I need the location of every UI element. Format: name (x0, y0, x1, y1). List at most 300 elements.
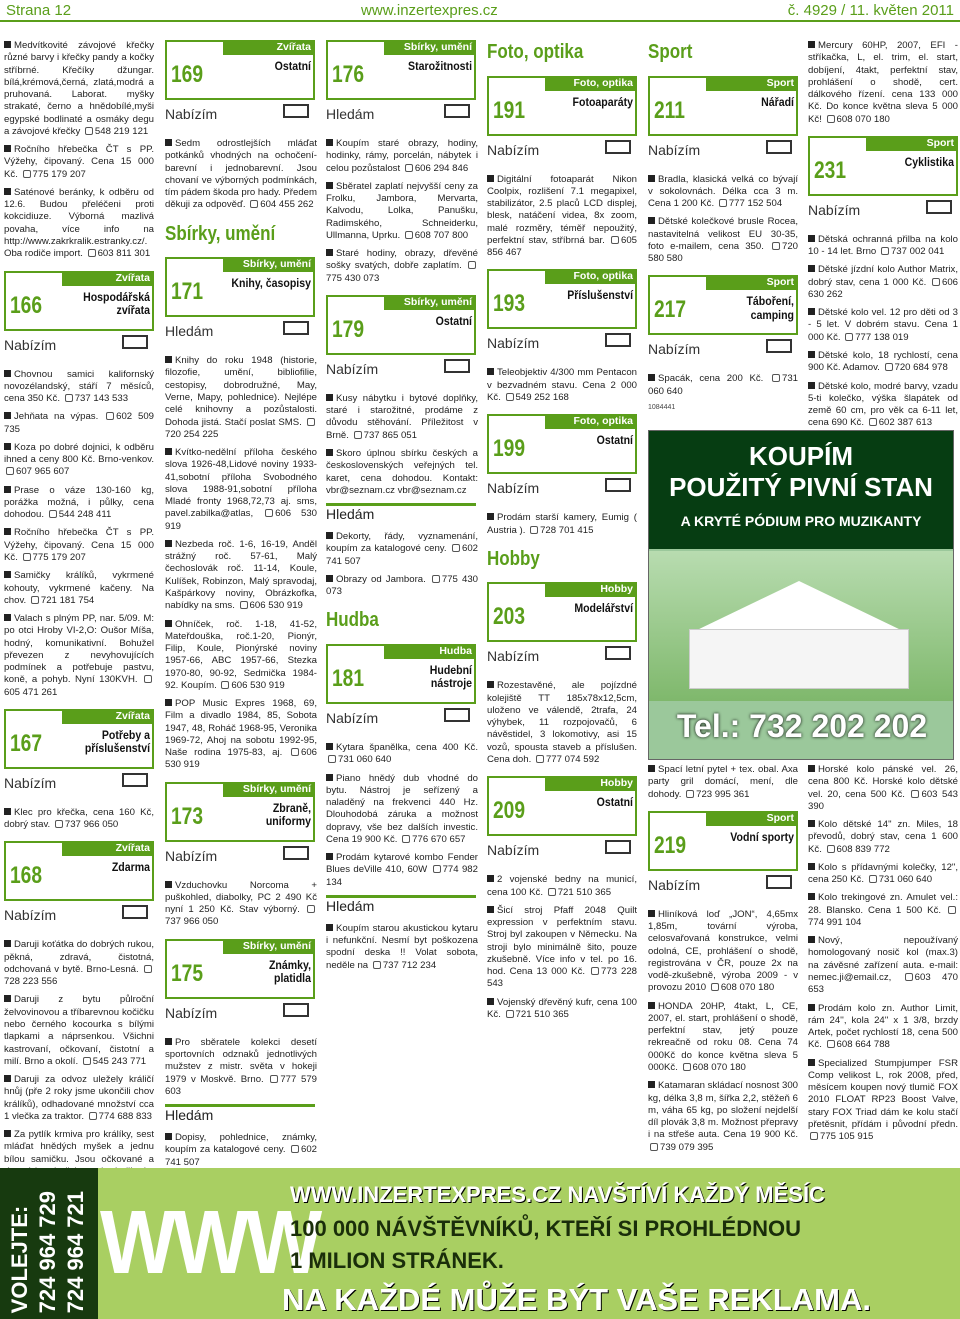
phone-icon (827, 845, 835, 853)
bullet-icon (326, 924, 333, 931)
classified-ad (165, 539, 317, 613)
column-4 (487, 40, 637, 1027)
section-number: 171 (171, 278, 204, 306)
ad-phone[interactable]: 548 219 121 (94, 125, 149, 137)
classified-ad (4, 411, 154, 436)
classified-ad (648, 909, 798, 995)
bullet-icon (326, 774, 333, 781)
ad-text: Saténové beránky, k odběru od 12.6. Budou přeléčeni proti kokcidiuze. Výborná mazlivá povaha, více info na http://www.zakrkralik.estranky.cz/. Oba rodiče import. (4, 186, 154, 260)
classified-ad (4, 570, 154, 607)
classified-ad (326, 393, 478, 442)
ad-phone[interactable]: 739 079 395 (660, 1141, 714, 1153)
bullet-icon (165, 1038, 172, 1045)
classified-ad (808, 381, 958, 430)
bullet-icon (326, 575, 333, 582)
column-6 (808, 40, 958, 430)
ad-phone[interactable]: 606 530 919 (231, 679, 285, 691)
ad-phone[interactable]: 737 002 041 (890, 246, 945, 258)
phone-icon (911, 790, 919, 798)
phone-icon (106, 412, 114, 420)
ad-text: Mercury 60HP, 2007, EFI - stříkačka, L, el. trim, el. start, dobíjení, 4takt, perfektní stav, prohlášení o shodě, cert. dálkového řízení. cena 133 000 Kč. Do konce května sleva 5 000 Kč! (808, 40, 958, 125)
classified-ad (487, 997, 637, 1022)
bullet-icon (165, 620, 172, 627)
ad-text: Ročního hřebečka ČT s PP. Výžehy, čipovaný. Cena 15 000 Kč. (4, 527, 154, 563)
ad-text: Kytara španělka, cena 400 Kč. (336, 741, 478, 753)
phone-icon (686, 790, 694, 798)
classified-ad (165, 355, 317, 441)
ad-phone[interactable]: 608 839 772 (836, 843, 890, 855)
bullet-icon (4, 370, 11, 377)
section-heading: Sport (648, 41, 693, 63)
ad-text: Kolo dětské 14" zn. Miles, 18 převodů, dobrý stav, cena 1 600 Kč. (808, 819, 958, 855)
ad-text: Daruji koťátka do dobrých rukou, pěkná, zdravá, čistotná, odchovaná v bytě. Brno-Lesná. (4, 939, 154, 975)
bullet-icon (4, 614, 11, 621)
section-title: Táboření, camping (746, 294, 794, 322)
section-action: Nabízím (648, 333, 798, 361)
ad-phone[interactable]: 777 138 019 (855, 331, 909, 343)
ad-phone[interactable]: 721 510 365 (557, 886, 612, 898)
category-label: Sbírky, umění (223, 939, 315, 954)
ad-phone[interactable]: 728 223 556 (4, 976, 58, 988)
ad-text: Spací letní pytel + tex. obal. Axa party gril domácí, mení, dle dohody. (648, 764, 798, 800)
ad-phone[interactable]: 776 670 657 (412, 833, 466, 845)
phone-icon (885, 363, 893, 371)
section-header-199 (487, 414, 637, 502)
phone-icon (85, 127, 93, 135)
ad-phone[interactable]: 777 152 504 (728, 198, 783, 210)
classified-ad (808, 40, 958, 126)
section-heading: Hobby (487, 547, 540, 570)
section-header-231 (808, 136, 958, 224)
issue-date: č. 4929 / 11. květen 2011 (787, 1, 954, 19)
arrow-icon (605, 140, 631, 154)
arrow-icon (926, 200, 952, 214)
classified-ad (4, 369, 154, 406)
ad-phone[interactable]: 720 684 978 (894, 362, 948, 374)
section-title: Příslušenství (567, 288, 633, 303)
ad-phone[interactable]: 602 741 507 (326, 543, 478, 567)
ad-phone[interactable]: 544 248 411 (58, 509, 112, 521)
column-5-lower (648, 764, 798, 1164)
bullet-icon (487, 681, 494, 688)
classified-ad (4, 613, 154, 699)
phone-icon (55, 820, 63, 828)
ad-phone[interactable]: 608 070 180 (720, 982, 775, 994)
ad-text: Ohníček, roč. 1-18, 41-52, Mateřdouška, roč.1-20, Pionýr, Filip, Koule, Pionýrské noviny 1957-66, ABC 1957-66, Stezka 1970-80, 90-92, Sedmička 1984-92. Koupím. (165, 618, 317, 691)
phone-icon (433, 865, 441, 873)
classified-ad (4, 1074, 154, 1123)
phone-icon (31, 596, 39, 604)
ad-phone[interactable]: 775 179 207 (32, 168, 86, 180)
phone-icon (536, 755, 544, 763)
site-url[interactable]: www.inzertexpres.cz (361, 1, 498, 19)
section-action: Nabízím (648, 134, 798, 162)
ad-phone[interactable]: 608 070 180 (836, 113, 890, 125)
ad-text: Klec pro křečka, cena 160 Kč, dobrý stav. (4, 806, 154, 831)
ad-text: Vojenský dřevěný kufr, cena 100 Kč. (487, 996, 637, 1020)
beer-tent-ad (648, 430, 954, 760)
ad-phone[interactable]: 603 811 301 (97, 248, 151, 260)
ad-phone[interactable]: 723 995 361 (696, 788, 750, 800)
section-title: Ostatní (435, 313, 472, 328)
bullet-icon (808, 235, 815, 242)
section-header-173 (165, 782, 315, 870)
ad-phone[interactable]: 603 470 653 (808, 971, 958, 996)
section-number: 203 (493, 603, 526, 631)
ad-text: Samičky králíků, vykrmené kohouty, vykrmené kačeny. Na chov. (4, 570, 154, 606)
section-title: Zbraně, uniformy (265, 800, 311, 828)
bullet-icon (487, 175, 494, 182)
ad-phone[interactable]: 606 630 262 (808, 276, 958, 300)
ad-text: Staré hodiny, obrazy, dřevěné sošky svatých, dobře zaplatím. (326, 248, 478, 272)
ad-text: Šicí stroj Pfaff 2048 Quilt expression v perfektním stavu. Stroj byl zakoupen v Německu. Na stroji bylo minimálně šito, pouze zkušebně. Více info v tel. po 16. hod. Cena 13 000 Kč. (487, 904, 637, 978)
ad-phone[interactable]: 605 856 467 (487, 234, 637, 259)
ad-phone[interactable]: 774 982 134 (326, 864, 478, 888)
ad-phone[interactable]: 737 966 050 (64, 819, 119, 831)
ad-phone[interactable]: 720 580 580 (648, 240, 798, 265)
classified-ad (4, 994, 154, 1068)
ad-phone[interactable]: 602 509 735 (4, 411, 154, 435)
ad-phone[interactable]: 606 530 919 (165, 508, 317, 532)
ad-text: Skoro úplnou sbírku českých a československých veřejných tel. karet, cena dohodou. Kontakt: vbr@seznam.cz vbr@seznam.cz (326, 447, 478, 496)
classified-ad (4, 485, 154, 522)
bullet-icon (326, 182, 333, 189)
section-action: Nabízím (487, 640, 637, 668)
section-title: Zdarma (111, 860, 150, 875)
ad-text: Dekorty, řády, vyznamenání, koupím za katalogové ceny. (326, 531, 478, 555)
category-label: Foto, optika (545, 269, 637, 284)
subsection-hledam: Hledám (326, 503, 476, 531)
section-header-176 (326, 40, 476, 128)
classified-ad (648, 764, 798, 801)
column-3 (326, 40, 478, 978)
ad-phone[interactable]: 720 254 225 (165, 428, 219, 440)
category-label: Zvířata (62, 841, 154, 856)
section-action: Nabízím (165, 997, 315, 1025)
classified-ad (326, 574, 478, 599)
bullet-icon (165, 881, 172, 888)
bullet-icon (487, 998, 494, 1005)
section-title: Modelářství (574, 601, 633, 616)
section-title: Cyklistika (904, 154, 954, 169)
ad-phone[interactable]: 606 530 919 (165, 747, 317, 771)
category-label: Sbírky, umění (223, 782, 315, 797)
ad-text: HONDA 20HP, 4takt, L, CE, 2007, el. start, prohlášení o shodě, perfektní stav, jetý pouze rekreačně od roku 08. Cena 74 000Kč do konce května sleva 5 000Kč. (648, 1000, 798, 1073)
phone-icon (506, 393, 514, 401)
phone-icon (650, 1143, 658, 1151)
phone-icon (328, 755, 336, 763)
bullet-icon (808, 765, 815, 772)
bullet-icon (4, 486, 11, 493)
category-label: Sport (706, 811, 798, 826)
arrow-icon (122, 773, 148, 787)
phone-icon (611, 236, 619, 244)
column-5 (648, 40, 798, 425)
ad-text: Koupím starou akustickou kytaru i nefunkční. Nesmí byt poškozena spodní deska !! Volat sobota, neděle na (326, 922, 478, 971)
arrow-icon (283, 104, 309, 118)
section-number: 193 (493, 290, 526, 318)
section-heading: Hudba (326, 609, 379, 632)
bullet-icon (4, 571, 11, 578)
bullet-icon (4, 528, 11, 535)
ad-text: Kusy nábytku i bytové doplňky, staré i starožitné, prodáme z důvodu stěhování. Příležitost v Brně. (326, 392, 478, 441)
ad-text: Valach s plným PP, nar. 5/09. M: po otci Hroby VI-2,O: Oušor Míša, hodný, komunikativní. Bohužel převezen z nevyhovujících podmínek a potřebuje pastvu, koně, a pohyb. Nyní 130KVH. (4, 613, 154, 686)
ad-text: Daruji z bytu půlroční želvovinovou a tříbarevnou kočičku nebo černého kocourka s bílými tlapkami a náprsenkou. Všichni kastrovaní, očkovaní, čistotní a milí. Brno a okolí. (4, 994, 154, 1067)
subsection-hledam: Hledám (165, 1104, 315, 1132)
bullet-icon (487, 875, 494, 882)
phone-icon (144, 965, 152, 973)
phone-icon (23, 170, 31, 178)
classified-ad (648, 1080, 798, 1154)
classified-ad (4, 527, 154, 564)
section-header-193 (487, 269, 637, 357)
bullet-icon (808, 351, 815, 358)
category-label: Sbírky, umění (384, 295, 476, 310)
arrow-icon (444, 708, 470, 722)
category-label: Sbírky, umění (384, 40, 476, 55)
classified-ad (326, 923, 478, 972)
section-action: Hledám (165, 315, 315, 343)
bullet-icon (648, 765, 655, 772)
phone-icon (932, 278, 940, 286)
section-action: Nabízím (4, 329, 154, 357)
bullet-icon (648, 175, 655, 182)
section-action: Nabízím (487, 834, 637, 862)
phone-icon (405, 164, 413, 172)
ad-phone[interactable]: 774 688 833 (98, 1110, 153, 1122)
arrow-icon (605, 478, 631, 492)
phone-icon (506, 1010, 514, 1018)
section-header-167 (4, 709, 154, 797)
ad-phone[interactable]: 777 074 592 (545, 753, 600, 765)
ad-phone[interactable]: 728 701 415 (540, 524, 594, 536)
phone-icon (869, 875, 877, 883)
ad-phone[interactable]: 721 181 754 (40, 594, 95, 606)
ad-phone: Tel.: 732 202 202 (676, 708, 928, 744)
ad-phone[interactable]: 737 966 050 (165, 916, 219, 928)
phone-icon (530, 526, 538, 534)
classified-ad (165, 447, 317, 533)
phone-icon (221, 681, 229, 689)
bullet-icon (808, 1004, 815, 1011)
ad-phone[interactable]: 602 387 613 (878, 417, 933, 429)
ad-text: Dětské kolo vel. 12 pro děti od 3 - 5 let. V dobrém stavu. Cena 1 000 Kč. (808, 307, 958, 343)
ad-line-2: POUŽITÝ PIVNÍ STAN (669, 472, 933, 502)
classified-ad (808, 264, 958, 301)
ad-text: Koza po dobré dojnici, k odběru ihned a ceny 800 Kč. Brno-venkov. (4, 441, 154, 466)
ad-phone[interactable]: 606 294 846 (414, 162, 469, 174)
ad-text: Teleobjektiv 4/300 mm Pentacon v bezvadném stavu. Cena 2 000 Kč. (487, 367, 637, 403)
ad-text: POP Music Expres 1968, 69, Film a divadlo 1984, 85, Sobota 1947, 48, Roháč 1968-95, Veronika 1969-72, Ahoj na sobotu 1992-95, Naše rodina 1975-83, aj. (165, 698, 317, 759)
ad-phone[interactable]: 775 430 073 (326, 573, 478, 598)
section-number: 166 (10, 291, 43, 319)
arrow-icon (605, 333, 631, 347)
bullet-icon (808, 1059, 815, 1066)
ad-text: Daruji za odvoz uležely králičí hnůj (pře 2 roky jsme ukončili chov králíků), odhadované množství cca 1 vlečka za traktor. (4, 1074, 154, 1122)
section-action: Nabízím (326, 353, 476, 381)
column-1 (4, 40, 154, 1209)
ad-phone[interactable]: 549 252 168 (515, 391, 569, 403)
phone-icon (432, 575, 440, 583)
category-label: Sport (706, 275, 798, 290)
section-title: Ostatní (274, 59, 311, 73)
classified-ad (808, 234, 958, 259)
phone-icon (89, 1112, 97, 1120)
bullet-icon (487, 513, 494, 520)
ad-phone[interactable]: 545 243 771 (92, 1055, 147, 1067)
ad-text: Specialized Stumpjumper FSR Comp velikost L, rok 2008, před, měsícem koupen nový tlumič FOX 2010 FLOAT RP23 Boost Valve, stary FOX Triad dám ke kolu stačí přetěsnit, přídám i původní předn. (808, 1057, 958, 1130)
section-number: 219 (654, 831, 687, 859)
classified-ad (326, 138, 478, 175)
ad-phone[interactable]: 775 105 915 (820, 1131, 874, 1143)
classified-ad (4, 187, 154, 261)
section-title: Nářadí (761, 94, 794, 109)
section-action: Nabízím (648, 869, 798, 897)
phone-icon (402, 835, 410, 843)
bullet-icon (4, 41, 11, 48)
phone-icon (810, 1132, 818, 1140)
ad-phone[interactable]: 775 430 073 (326, 272, 380, 284)
bullet-icon (326, 249, 333, 256)
bullet-icon (4, 995, 11, 1002)
ad-code: 1084441 (648, 403, 676, 411)
ad-phone[interactable]: 604 455 262 (260, 199, 314, 211)
section-action: Nabízím (4, 767, 154, 795)
ad-phone[interactable]: 731 060 640 (648, 373, 798, 397)
section-header-191 (487, 76, 637, 164)
section-number: 168 (10, 862, 43, 890)
arrow-icon (122, 905, 148, 919)
ad-text: Medvítkovité závojové křečky různé barvy i křečky pandy a kočky stříbrné. Křečíky džungar. bílá,krémová,černá, zlatá,modrá a pruhovaná. Laborat. myšky strakaté, černo a hnědobílé,myši egypské bodlinaté a osmáky degu a závojové křečky (4, 40, 154, 137)
bullet-icon (165, 356, 172, 363)
arrow-icon (122, 335, 148, 349)
ad-text: Hliníková loď „JON“, 4,65mx 1,85m, tovární výroba, celosvařovaná konstrukce, velmi odolná, CE, prohlášení o shodě, registrována v ČR, pouze 2x na vodě-zkušebně, výroba 2009 - v provozu 2010 (648, 908, 798, 994)
page-number: Strana 12 (6, 1, 72, 19)
section-number: 167 (10, 729, 43, 757)
classified-ad (326, 531, 478, 568)
ad-text: Nový, nepoužívaný homologovaný nosič kol (max.3) na závěsné zařízení auta. e-mail: nemec.ji@email.cz, (808, 935, 958, 983)
ad-phone[interactable]: 608 070 180 (692, 1061, 746, 1073)
ad-phone[interactable]: 603 543 390 (808, 788, 958, 812)
bullet-icon (648, 374, 655, 381)
ad-line-3: A KRYTÉ PÓDIUM PRO MUZIKANTY (680, 513, 922, 529)
ad-phone[interactable]: 774 991 104 (808, 916, 862, 928)
section-number: 217 (654, 296, 687, 324)
classified-ad (165, 138, 317, 212)
ad-text: Obrazy od Jambora. (336, 573, 426, 585)
classified-ad (4, 144, 154, 181)
phone-icon (83, 1057, 91, 1065)
classified-ad (648, 373, 798, 398)
ad-text: Ročního hřebečka ČT s PP. Výžehy, čipovaný. Cena 15 000 Kč. (4, 144, 154, 180)
classified-ad (487, 174, 637, 260)
phone-icon (948, 906, 956, 914)
phone-icon (6, 467, 14, 475)
ad-phone[interactable]: 731 060 640 (878, 874, 933, 886)
bullet-icon (326, 743, 333, 750)
arrow-icon (766, 875, 792, 889)
ad-phone[interactable]: 608 664 788 (836, 1039, 890, 1051)
phone-icon (881, 247, 889, 255)
ad-phone[interactable]: 775 179 207 (32, 551, 86, 563)
section-heading: Foto, optika (487, 41, 584, 63)
section-title: Ostatní (596, 795, 633, 810)
bullet-icon (808, 820, 815, 827)
section-action: Nabízím (4, 899, 154, 927)
category-label: Sport (706, 76, 798, 91)
classified-ad (487, 680, 637, 766)
ad-phone[interactable]: 606 530 919 (249, 600, 303, 612)
category-label: Sport (866, 136, 958, 151)
phone-icon (719, 199, 727, 207)
ad-text: Dětské kolečkové brusle Rocea, nastavitelná velikost EU 30-35, foto e-mailem, cena 350. (648, 216, 798, 252)
bullet-icon (4, 1075, 11, 1082)
bullet-icon (326, 532, 333, 539)
classified-ad (487, 512, 637, 537)
arrow-icon (283, 321, 309, 335)
section-header-211 (648, 76, 798, 164)
section-title: Starožitnosti (408, 59, 472, 73)
arrow-icon (766, 140, 792, 154)
bullet-icon (326, 139, 333, 146)
ad-text: Spacák, cena 200 Kč. (658, 373, 764, 385)
ad-phone[interactable]: 773 228 543 (487, 966, 637, 990)
section-title: Hudební nástroje (429, 662, 472, 691)
phone-icon (827, 115, 835, 123)
phone-icon (452, 544, 460, 552)
ad-phone[interactable]: 737 143 533 (74, 393, 129, 405)
ad-phone[interactable]: 608 707 800 (414, 229, 469, 241)
classified-ad (648, 216, 798, 265)
ad-text: Kvítko-nedělní příloha českého slova 1926-48,Lidové noviny 1933-41,sobotní příloha Svobodného slova 1988-91,sobotní příloha Mladé fronty 1968,72,73 aj. sms, pavel.zabilka@atlas, (165, 447, 317, 520)
category-label: Hobby (545, 776, 637, 791)
section-action: Nabízím (165, 840, 315, 868)
section-header-169 (165, 40, 315, 128)
section-header-166 (4, 271, 154, 359)
ad-phone[interactable]: 607 965 607 (16, 466, 70, 478)
phone-icon (772, 374, 780, 382)
ad-text: Bradla, klasická velká co bývají v sokolovnách. Délka cca 3 m. Cena 1 200 Kč. (648, 173, 798, 210)
ad-phone[interactable]: 721 510 365 (515, 1008, 569, 1020)
section-header-203 (487, 582, 637, 670)
bullet-icon (4, 188, 11, 195)
ad-phone[interactable]: 737 712 234 (382, 959, 437, 971)
classified-ad (165, 698, 317, 772)
classified-ad (487, 905, 637, 991)
phone-icon (845, 333, 853, 341)
bullet-icon (648, 1081, 655, 1088)
category-label: Sbírky, umění (223, 257, 315, 272)
section-title: Fotoaparáty (572, 94, 633, 109)
ad-phone[interactable]: 605 471 261 (4, 686, 58, 698)
section-number: 175 (171, 959, 204, 987)
ad-phone[interactable]: 602 741 507 (165, 1144, 317, 1168)
section-header-209 (487, 776, 637, 864)
ad-phone[interactable]: 777 579 603 (165, 1073, 317, 1097)
section-action: Nabízím (487, 134, 637, 162)
section-title: Ostatní (596, 433, 633, 448)
phone-icon (250, 200, 258, 208)
section-title: Známky, platidla (268, 957, 311, 985)
ad-text: Digitální fotoaparát Nikon Coolpix, rozlišení 7.1 megapixel, stabilizátor, 2.5 placů LCD displej, blesk, natáčení videa, 8x zoom, malé rozměry, téměř nepoužitý, perfektní stav, stříbrná bar. (487, 173, 637, 246)
bullet-icon (808, 265, 815, 272)
ad-phone[interactable]: 731 060 640 (338, 754, 392, 766)
section-action: Nabízím (808, 194, 958, 222)
ad-phone[interactable]: 737 865 051 (363, 429, 417, 441)
phone-icon (23, 553, 31, 561)
phone-icon (905, 973, 913, 981)
phone-icon (468, 261, 476, 269)
